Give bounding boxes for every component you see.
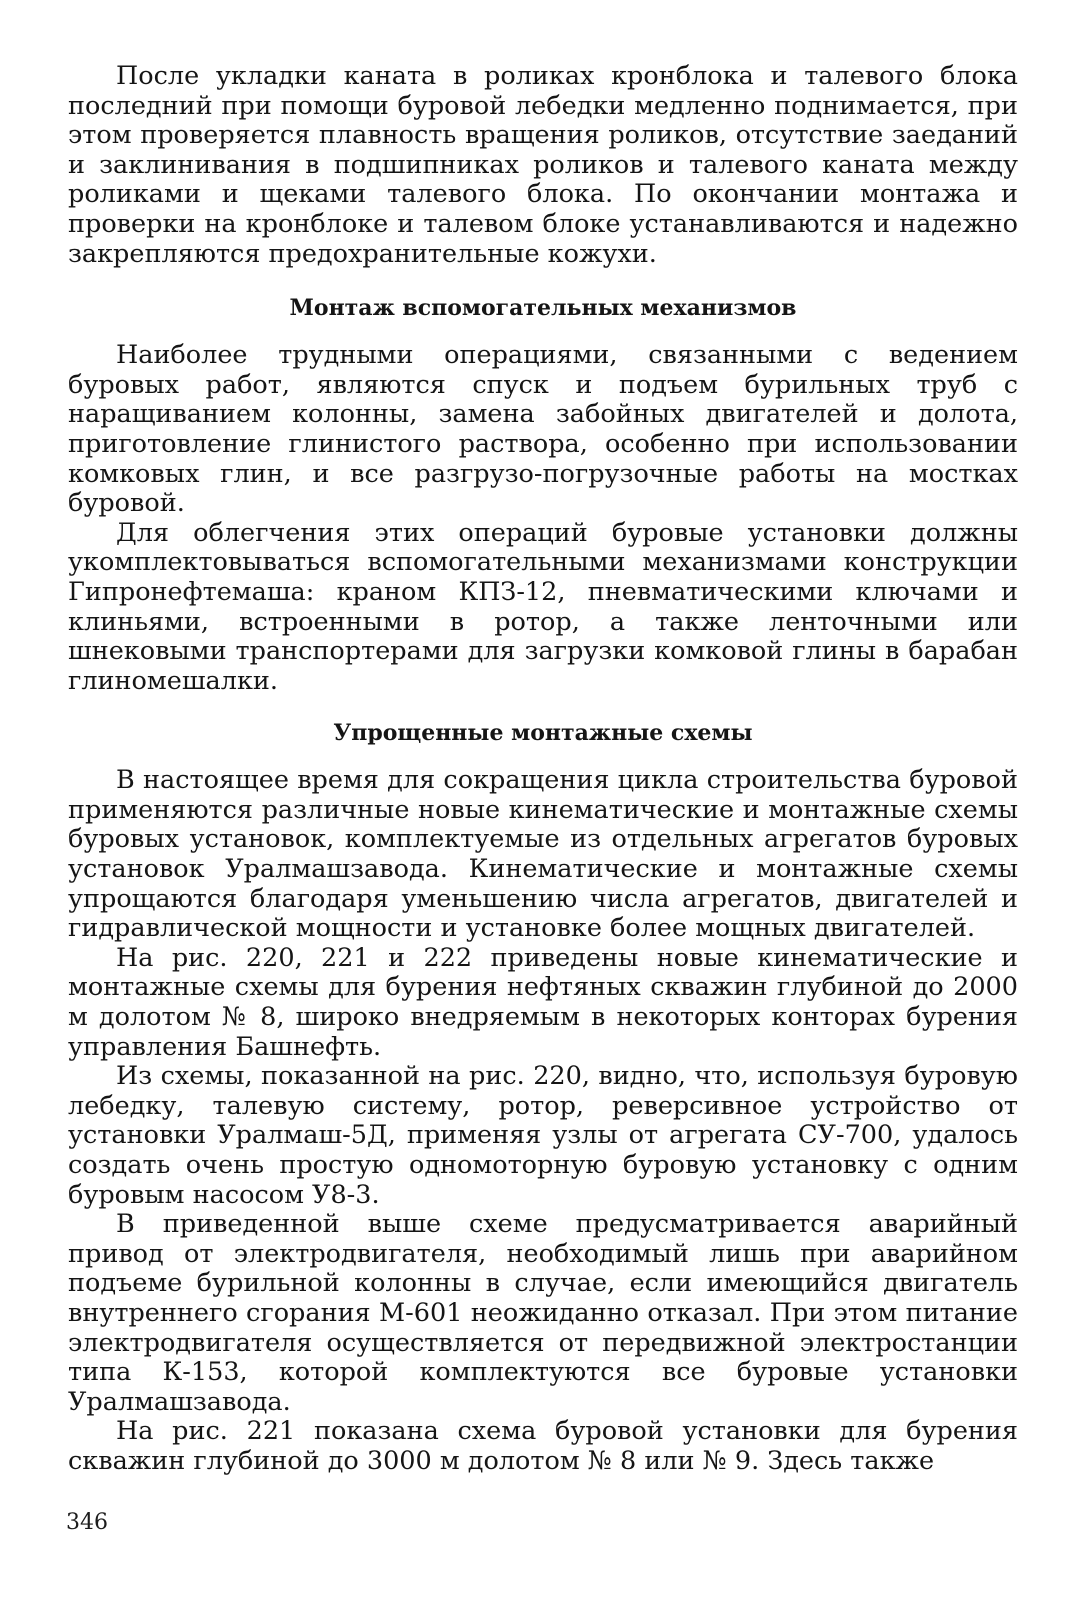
paragraph: В приведенной выше схеме предусматривается аварийный привод от электродвигателя, необходимый лишь при аварийном подъеме бурильной колонны в случае, если имеющийся двигатель внутреннего сгорания М-601 неожиданно отказал. При этом питание электродвигателя осуществляется от передвижной электростанции типа К-153, которой комплектуются все буровые установки Уралмашзавода. bbox=[68, 1209, 1018, 1417]
paragraph: В настоящее время для сокращения цикла строительства буровой применяются различные новые кинематические и монтажные схемы буровых установок, комплектуемые из отдельных агрегатов буровых установок Уралмашзавода. Кинематические и монтажные схемы упрощаются благодаря уменьшению числа агрегатов, двигателей и гидравлической мощности и установке более мощных двигателей. bbox=[68, 765, 1018, 944]
paragraph: Для облегчения этих операций буровые установки должны укомплектовываться вспомогательными механизмами конструкции Гипронефтемаша: краном КПЗ-12, пневматическими ключами и клиньями, встроенными в ротор, а также ленточными или шнековыми транспортерами для загрузки комковой глины в барабан глиномешалки. bbox=[68, 517, 1018, 696]
page-body bbox=[68, 62, 1018, 1477]
paragraph: На рис. 220, 221 и 222 приведены новые кинематические и монтажные схемы для бурения нефтяных скважин глубиной до 2000 м долотом № 8, широко внедряемым в некоторых конторах бурения управления Башнефть. bbox=[68, 942, 1018, 1062]
paragraph: Наиболее трудными операциями, связанными с ведением буровых работ, являются спуск и подъем бурильных труб с наращиванием колонны, замена забойных двигателей и долота, приготовление глинистого раствора, особенно при использовании комковых глин, и все разгрузо-погрузочные работы на мостках буровой. bbox=[68, 340, 1018, 519]
paragraph: Из схемы, показанной на рис. 220, видно, что, используя буровую лебедку, талевую систему, ротор, реверсивное устройство от установки Уралмаш-5Д, применяя узлы от агрегата СУ-700, удалось создать очень простую одномоторную буровую установку с одним буровым насосом У8-3. bbox=[68, 1061, 1018, 1210]
paragraph: На рис. 221 показана схема буровой установки для бурения скважин глубиной до 3000 м долотом № 8 или № 9. Здесь также bbox=[68, 1416, 1018, 1476]
paragraph: После укладки каната в роликах кронблока и талевого блока последний при помощи буровой лебедки медленно поднимается, при этом проверяется плавность вращения роликов, отсутствие заеданий и заклинивания в подшипниках роликов и талевого каната между роликами и щеками талевого блока. По окончании монтажа и проверки на кронблоке и талевом блоке устанавливаются и надежно закрепляются предохранительные кожухи. bbox=[68, 61, 1018, 269]
page-number: 346 bbox=[66, 1510, 108, 1535]
section-heading: Упрощенные монтажные схемы bbox=[333, 720, 753, 747]
section-heading: Монтаж вспомогательных механизмов bbox=[289, 295, 797, 322]
